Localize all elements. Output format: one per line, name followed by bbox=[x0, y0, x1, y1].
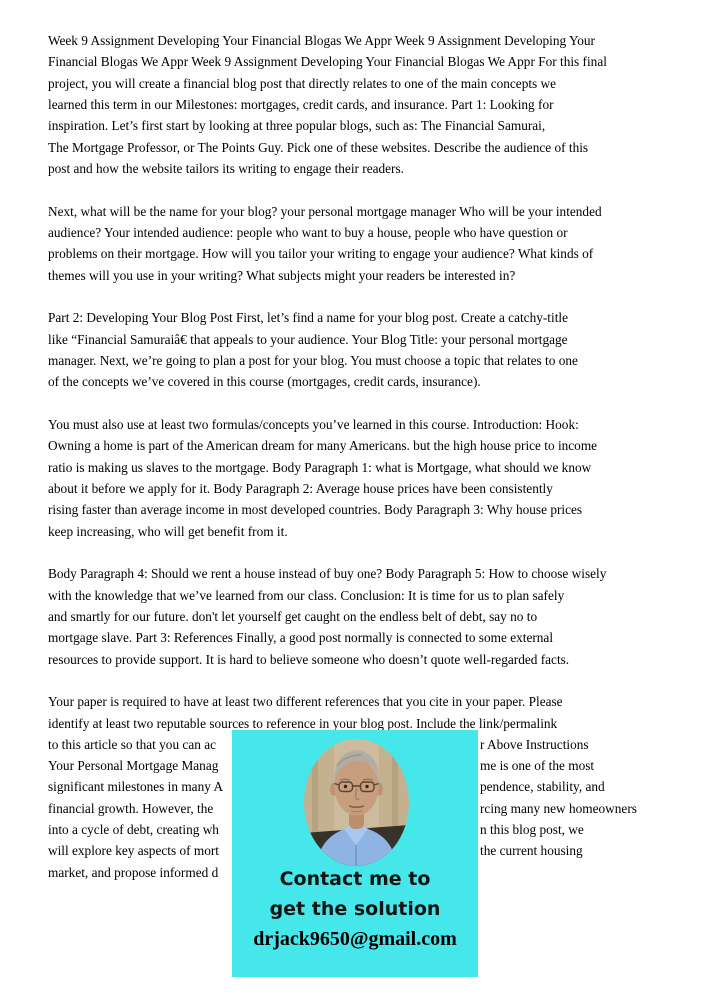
text-fragment-left: Your Personal Mortgage Manag bbox=[48, 758, 219, 774]
text-line: Part 2: Developing Your Blog Post First, let’s find a name for your blog post. Create a catchy-title bbox=[48, 310, 568, 326]
text-line: with the knowledge that we’ve learned from our class. Conclusion: It is time for us to plan safely bbox=[48, 587, 565, 603]
text-line: identify at least two reputable sources to reference in your blog post. Include the link/permalink bbox=[48, 715, 558, 731]
text-line: You must also use at least two formulas/concepts you’ve learned in this course. Introduction: Hook: bbox=[48, 416, 579, 432]
text-line: resources to provide support. It is hard to believe someone who doesn’t quote well-regarded facts. bbox=[48, 651, 570, 667]
promo-email: drjack9650@gmail.com bbox=[253, 928, 457, 950]
text-line: Body Paragraph 4: Should we rent a house instead of buy one? Body Paragraph 5: How to choose wisely bbox=[48, 566, 607, 582]
text-fragment-right: me is one of the most bbox=[480, 758, 595, 774]
text-line: inspiration. Let’s first start by looking at three popular blogs, such as: The Financial Samurai, bbox=[48, 118, 546, 134]
text-fragment-left: will explore key aspects of mort bbox=[48, 843, 219, 859]
text-line: mortgage slave. Part 3: References Finally, a good post normally is connected to some external bbox=[48, 630, 554, 646]
text-fragment-left: significant milestones in many A bbox=[48, 779, 224, 795]
text-fragment-left: into a cycle of debt, creating wh bbox=[48, 822, 219, 838]
text-line: of the concepts we’ve covered in this course (mortgages, credit cards, insurance). bbox=[48, 374, 481, 390]
paragraph bbox=[48, 201, 664, 286]
text-fragment-left: financial growth. However, the bbox=[48, 800, 214, 816]
promo-overlay bbox=[232, 730, 478, 977]
text-line: keep increasing, who will get benefit from it. bbox=[48, 523, 288, 539]
paragraph bbox=[48, 563, 664, 670]
text-fragment-right: r Above Instructions bbox=[480, 736, 589, 752]
text-line: The Mortgage Professor, or The Points Guy. Pick one of these websites. Describe the audience of this bbox=[48, 139, 589, 155]
promo-headline-line2: get the solution bbox=[269, 898, 441, 920]
text-line: Your paper is required to have at least two different references that you cite in your paper. Please bbox=[48, 694, 563, 710]
man-portrait-icon bbox=[304, 739, 409, 866]
text-line: manager. Next, we’re going to plan a post for your blog. You must choose a topic that relates to one bbox=[48, 352, 578, 368]
text-fragment-right: n this blog post, we bbox=[480, 822, 584, 838]
text-line: audience? Your intended audience: people who want to buy a house, people who have question or bbox=[48, 224, 568, 240]
paragraph bbox=[48, 30, 664, 179]
text-line: and smartly for our future. don't let yourself get caught on the endless belt of debt, say no to bbox=[48, 608, 538, 624]
text-line: like “Financial Samuraiâ€ that appeals to your audience. Your Blog Title: your personal mortgage bbox=[48, 331, 568, 347]
text-fragment-right: pendence, stability, and bbox=[480, 779, 605, 795]
promo-headline-line1: Contact me to bbox=[279, 868, 431, 890]
text-line: about it before we apply for it. Body Paragraph 2: Average house prices have been consistently bbox=[48, 480, 553, 496]
text-line: Owning a home is part of the American dream for many Americans. but the high house price to income bbox=[48, 438, 598, 454]
text-line: Financial Blogas We Appr Week 9 Assignment Developing Your Financial Blogas We Appr For this final bbox=[48, 54, 607, 70]
text-fragment-right: rcing many new homeowners bbox=[480, 800, 637, 816]
portrait-photo bbox=[304, 739, 409, 866]
text-fragment-left: to this article so that you can ac bbox=[48, 736, 217, 752]
paragraph bbox=[48, 414, 664, 542]
promo-text-block bbox=[232, 864, 478, 955]
text-line: Next, what will be the name for your blog? your personal mortgage manager Who will be your intended bbox=[48, 203, 602, 219]
text-line: ratio is making us slaves to the mortgage. Body Paragraph 1: what is Mortgage, what should we know bbox=[48, 459, 592, 475]
text-fragment-left: market, and propose informed d bbox=[48, 864, 219, 880]
text-fragment-right: the current housing bbox=[480, 843, 583, 859]
text-line: project, you will create a financial blog post that directly relates to one of the main concepts we bbox=[48, 75, 557, 91]
text-line: post and how the website tailors its writing to engage their readers. bbox=[48, 160, 404, 176]
text-line: Week 9 Assignment Developing Your Financial Blogas We Appr Week 9 Assignment Developing Your bbox=[48, 33, 595, 48]
text-line: rising faster than average income in most developed countries. Body Paragraph 3: Why house prices bbox=[48, 502, 583, 518]
text-line: problems on their mortgage. How will you tailor your writing to engage your audience? What kinds of bbox=[48, 246, 594, 262]
text-line: learned this term in our Milestones: mortgages, credit cards, and insurance. Part 1: Looking for bbox=[48, 96, 554, 112]
paragraph bbox=[48, 307, 664, 392]
text-line: themes will you use in your writing? What subjects might your readers be interested in? bbox=[48, 267, 516, 283]
